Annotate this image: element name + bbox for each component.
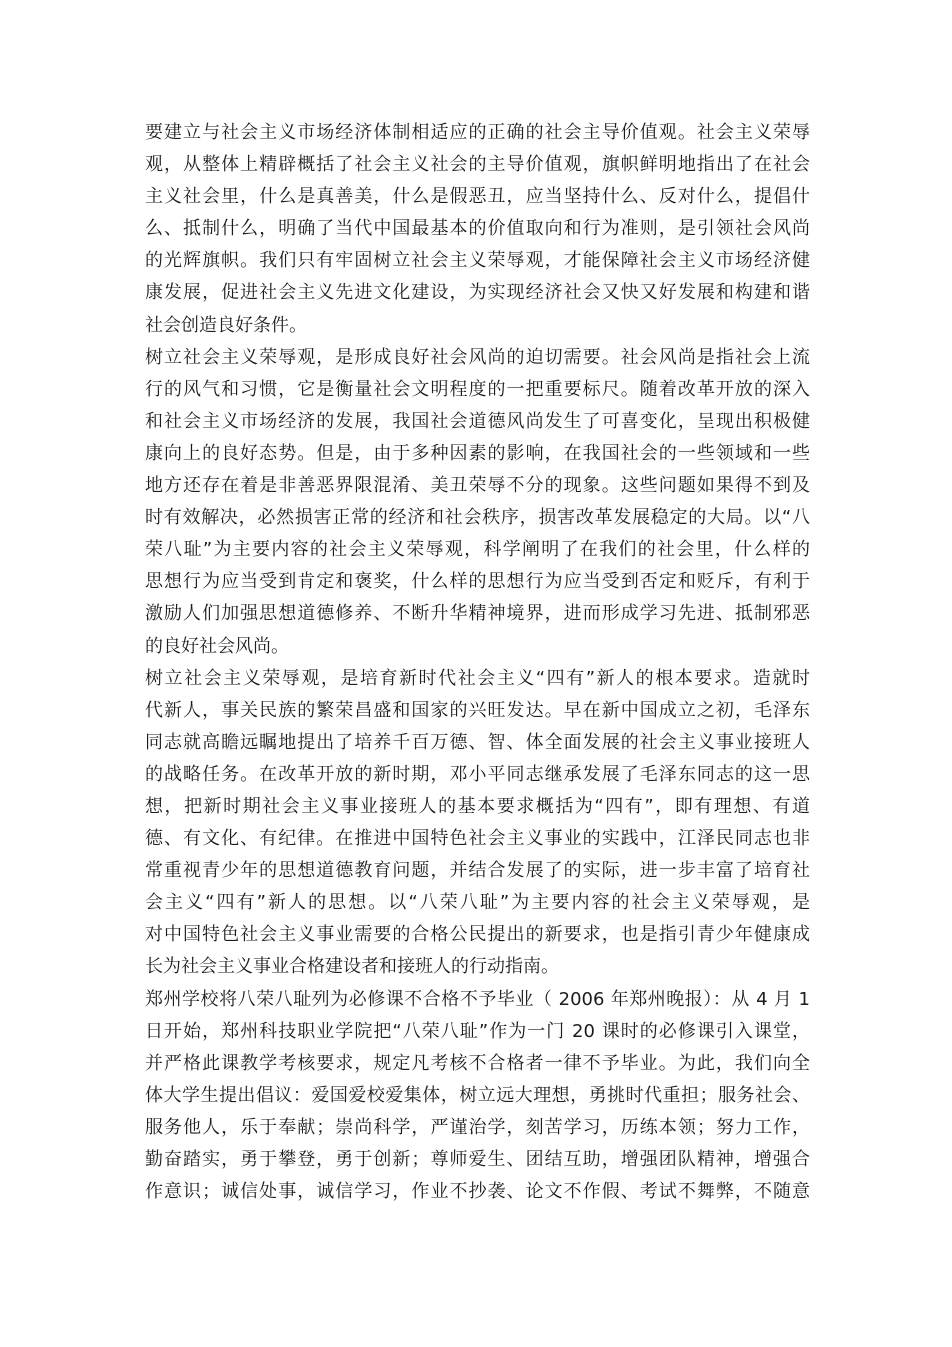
text-line: 德、有文化、有纪律。在推进中国特色社会主义事业的实践中，江泽民同志也非 xyxy=(145,828,810,850)
text-line: 么、抵制什么，明确了当代中国最基本的价值取向和行为准则，是引领社会风尚 xyxy=(145,218,810,240)
text-line: 长为社会主义事业合格建设者和接班人的行动指南。 xyxy=(145,956,559,978)
text-line: 会主义“四有”新人的思想。以“八荣八耻”为主要内容的社会主义荣辱观，是 xyxy=(145,892,810,914)
paragraph xyxy=(145,117,810,342)
text-line: 郑州学校将八荣八耻列为必修课不合格不予毕业（ 2006 年郑州晚报）：从 4 月 1 xyxy=(145,988,810,1010)
text-line: 作意识；诚信处事，诚信学习，作业不抄袭、论文不作假、考试不舞弊，不随意 xyxy=(145,1181,810,1203)
text-line: 主义社会里，什么是真善美，什么是假恶丑，应当坚持什么、反对什么，提倡什 xyxy=(145,186,810,208)
text-line: 的战略任务。在改革开放的新时期，邓小平同志继承发展了毛泽东同志的这一思 xyxy=(145,763,810,785)
text-line: 树立社会主义荣辱观，是形成良好社会风尚的迫切需要。社会风尚是指社会上流 xyxy=(145,346,810,368)
text-line: 勤奋踏实，勇于攀登，勇于创新；尊师爱生、团结互助，增强团队精神，增强合 xyxy=(145,1149,810,1170)
paragraph xyxy=(145,984,810,1209)
text-line: 观，从整体上精辟概括了社会主义社会的主导价值观，旗帜鲜明地指出了在社会 xyxy=(145,154,810,176)
text-line: 康向上的良好态势。但是，由于多种因素的影响，在我国社会的一些领域和一些 xyxy=(145,442,810,464)
text-line: 地方还存在着是非善恶界限混淆、美丑荣辱不分的现象。这些问题如果得不到及 xyxy=(145,475,810,497)
text-line: 服务他人，乐于奉献；崇尚科学，严谨治学，刻苦学习，历练本领；努力工作， xyxy=(145,1116,810,1138)
text-line: 思想行为应当受到肯定和褒奖，什么样的思想行为应当受到否定和贬斥，有利于 xyxy=(145,571,810,593)
text-line: 时有效解决，必然损害正常的经济和社会秩序，损害改革发展稳定的大局。以“八 xyxy=(145,507,810,529)
text-line: 同志就高瞻远瞩地提出了培养千百万德、智、体全面发展的社会主义事业接班人 xyxy=(145,731,810,753)
text-line: 并严格此课教学考核要求，规定凡考核不合格者一律不予毕业。为此，我们向全 xyxy=(145,1052,810,1074)
text-line: 日开始，郑州科技职业学院把“八荣八耻”作为一门 20 课时的必修课引入课堂， xyxy=(145,1020,810,1042)
text-line: 想，把新时期社会主义事业接班人的基本要求概括为“四有”，即有理想、有道 xyxy=(145,795,810,817)
text-line: 的光辉旗帜。我们只有牢固树立社会主义荣辱观，才能保障社会主义市场经济健 xyxy=(145,250,810,272)
text-line: 的良好社会风尚。 xyxy=(145,635,289,657)
text-line: 和社会主义市场经济的发展，我国社会道德风尚发生了可喜变化，呈现出积极健 xyxy=(145,410,810,432)
text-line: 行的风气和习惯，它是衡量社会文明程度的一把重要标尺。随着改革开放的深入 xyxy=(145,378,810,400)
text-line: 体大学生提出倡议：爱国爱校爱集体，树立远大理想，勇挑时代重担；服务社会、 xyxy=(145,1084,810,1106)
text-line: 荣八耻”为主要内容的社会主义荣辱观，科学阐明了在我们的社会里，什么样的 xyxy=(145,539,810,561)
text-line: 常重视青少年的思想道德教育问题，并结合发展了的实际，进一步丰富了培育社 xyxy=(145,860,810,882)
body-text xyxy=(145,117,810,1208)
text-line: 树立社会主义荣辱观，是培育新时代社会主义“四有”新人的根本要求。造就时 xyxy=(145,667,810,689)
paragraph xyxy=(145,663,810,984)
text-line: 康发展，促进社会主义先进文化建设，为实现经济社会又快又好发展和构建和谐 xyxy=(145,282,810,304)
paragraph xyxy=(145,342,810,663)
text-line: 激励人们加强思想道德修养、不断升华精神境界，进而形成学习先进、抵制邪恶 xyxy=(145,603,810,625)
text-line: 对中国特色社会主义事业需要的合格公民提出的新要求，也是指引青少年健康成 xyxy=(145,924,810,946)
text-line: 要建立与社会主义市场经济体制相适应的正确的社会主导价值观。社会主义荣辱 xyxy=(145,122,810,143)
text-line: 代新人，事关民族的繁荣昌盛和国家的兴旺发达。早在新中国成立之初，毛泽东 xyxy=(145,699,810,721)
text-line: 社会创造良好条件。 xyxy=(145,314,307,336)
